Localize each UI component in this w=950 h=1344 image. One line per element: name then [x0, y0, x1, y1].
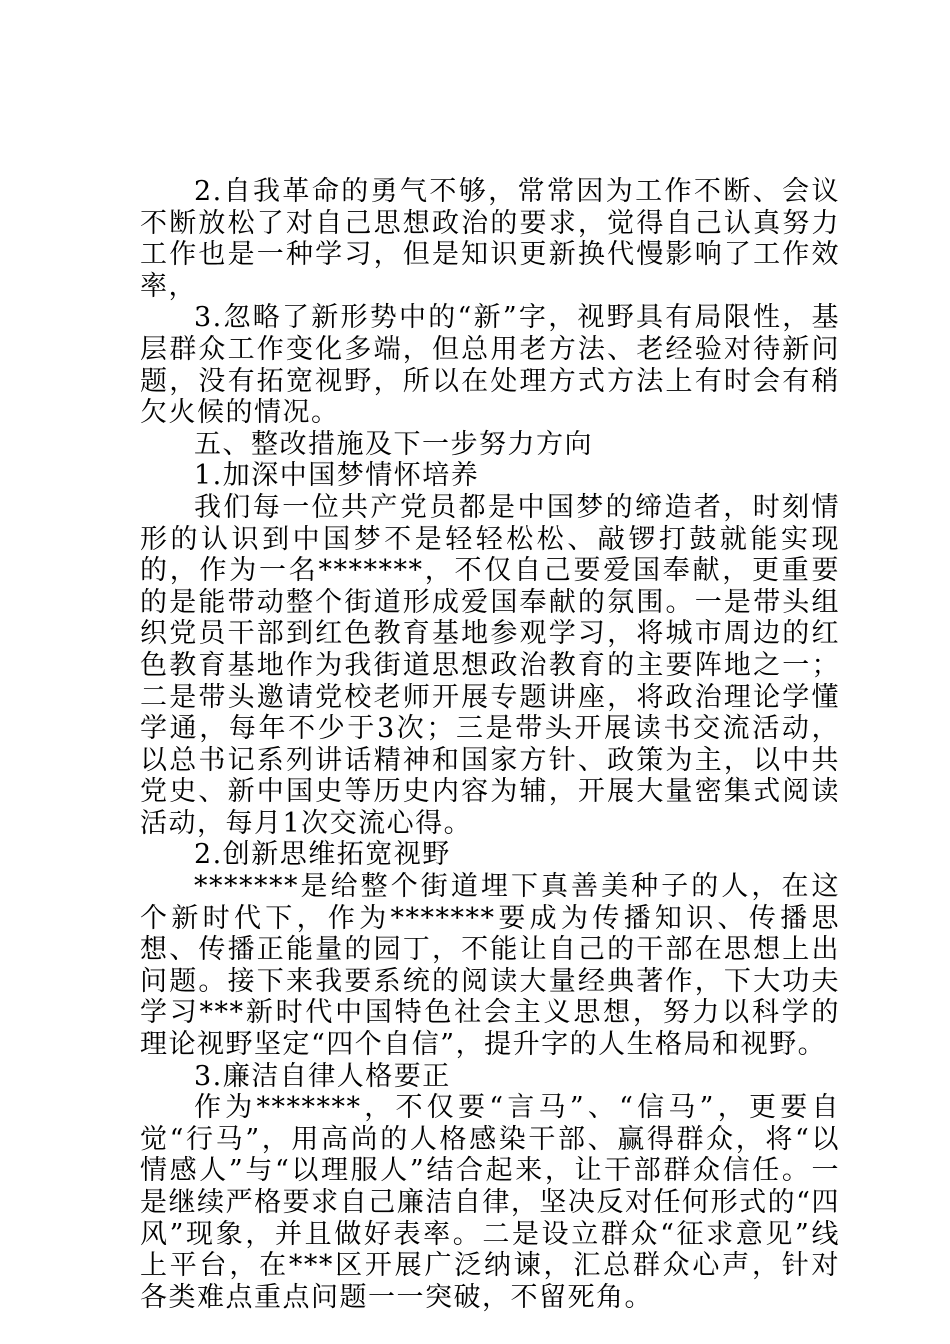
- document-body: [140, 176, 840, 1313]
- paragraph-china-dream: 我们每一位共产党员都是中国梦的缔造者，时刻情形的认识到中国梦不是轻轻松松、敲锣打鼓就能实现的，作为一名*******，不仅自己要爱国奉献，更重要的是能带动整个街道形成爱国奉献的氛围。一是带头组织党员干部到红色教育基地参观学习，将城市周边的红色教育基地作为我街道思想政治教育的主要阵地之一；二是带头邀请党校老师开展专题讲座，将政治理论学懂学通，每年不少于3次；三是带头开展读书交流活动，以总书记系列讲话精神和国家方针、政策为主，以中共党史、新中国史等历史内容为辅，开展大量密集式阅读活动，每月1次交流心得。: [140, 491, 840, 839]
- subheading-2: 2.创新思维拓宽视野: [194, 839, 451, 871]
- paragraph-point-3: 3.忽略了新形势中的“新”字，视野具有局限性，基层群众工作变化多端，但总用老方法、老经验对待新问题，没有拓宽视野，所以在处理方式方法上有时会有稍欠火候的情况。: [140, 302, 840, 429]
- paragraph-innovation: *******是给整个街道埋下真善美种子的人，在这个新时代下，作为*******要成为传播知识、传播思想、传播正能量的园丁，不能让自己的干部在思想上出问题。接下来我要系统的阅读大量经典著作，下大功夫学习***新时代中国特色社会主义思想，努力以科学的理论视野坚定“四个自信”，提升字的人生格局和视野。: [140, 871, 840, 1061]
- subheading-1: 1.加深中国梦情怀培养: [194, 460, 480, 492]
- paragraph-integrity: 作为*******，不仅要“言马”、“信马”，更要自觉“行马”，用高尚的人格感染干部、赢得群众，将“以情感人”与“以理服人”结合起来，让干部群众信任。一是继续严格要求自己廉洁自律，坚决反对任何形式的“四风”现象，并且做好表率。二是设立群众“征求意见”线上平台，在***区开展广泛纳谏，汇总群众心声，针对各类难点重点问题一一突破，不留死角。: [140, 1092, 840, 1313]
- paragraph-point-2: 2.自我革命的勇气不够，常常因为工作不断、会议不断放松了对自己思想政治的要求，觉得自己认真努力工作也是一种学习，但是知识更新换代慢影响了工作效率，: [140, 176, 840, 302]
- section-heading-5: 五、整改措施及下一步努力方向: [194, 428, 593, 460]
- subheading-3: 3.廉洁自律人格要正: [194, 1060, 451, 1092]
